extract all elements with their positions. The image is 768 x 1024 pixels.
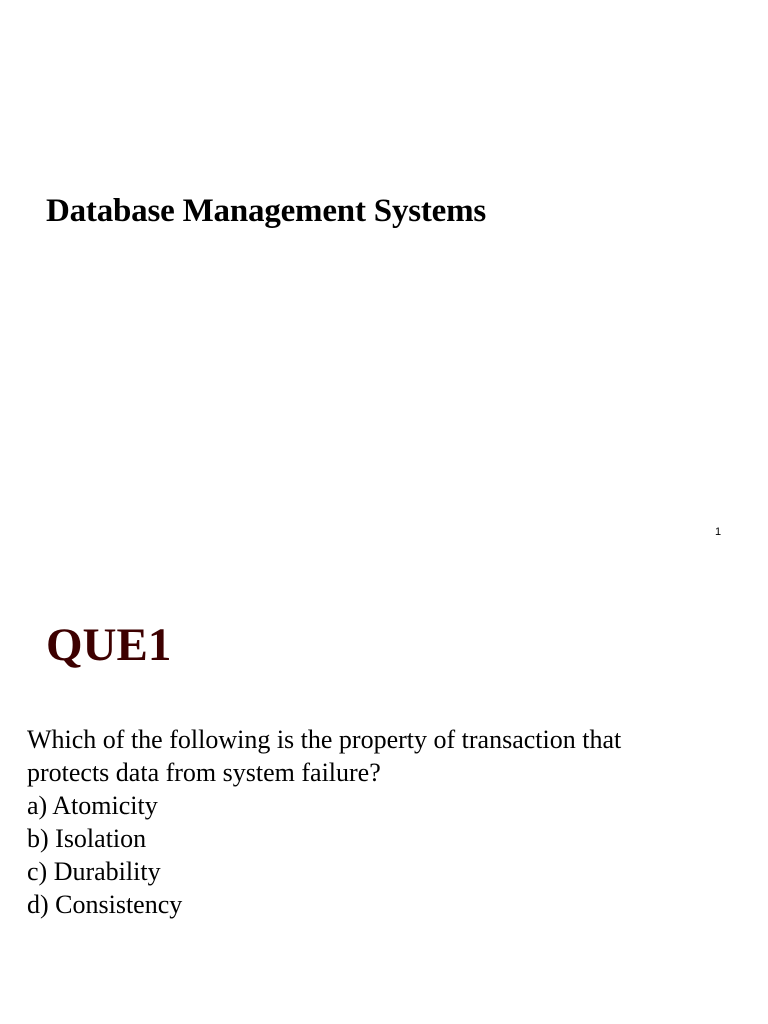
option-d: d) Consistency bbox=[27, 890, 183, 919]
answer-options bbox=[27, 789, 737, 921]
option-a: a) Atomicity bbox=[27, 791, 158, 820]
question-text-line-1: Which of the following is the property of transaction that bbox=[27, 725, 622, 754]
question-slide bbox=[0, 576, 768, 1024]
page-number: 1 bbox=[715, 526, 722, 538]
question-body bbox=[27, 723, 737, 921]
question-text-line-2: protects data from system failure? bbox=[27, 758, 381, 787]
option-b: b) Isolation bbox=[27, 824, 147, 853]
question-heading: QUE1 bbox=[46, 619, 172, 671]
option-c: c) Durability bbox=[27, 857, 161, 886]
slide-title: Database Management Systems bbox=[46, 193, 487, 229]
